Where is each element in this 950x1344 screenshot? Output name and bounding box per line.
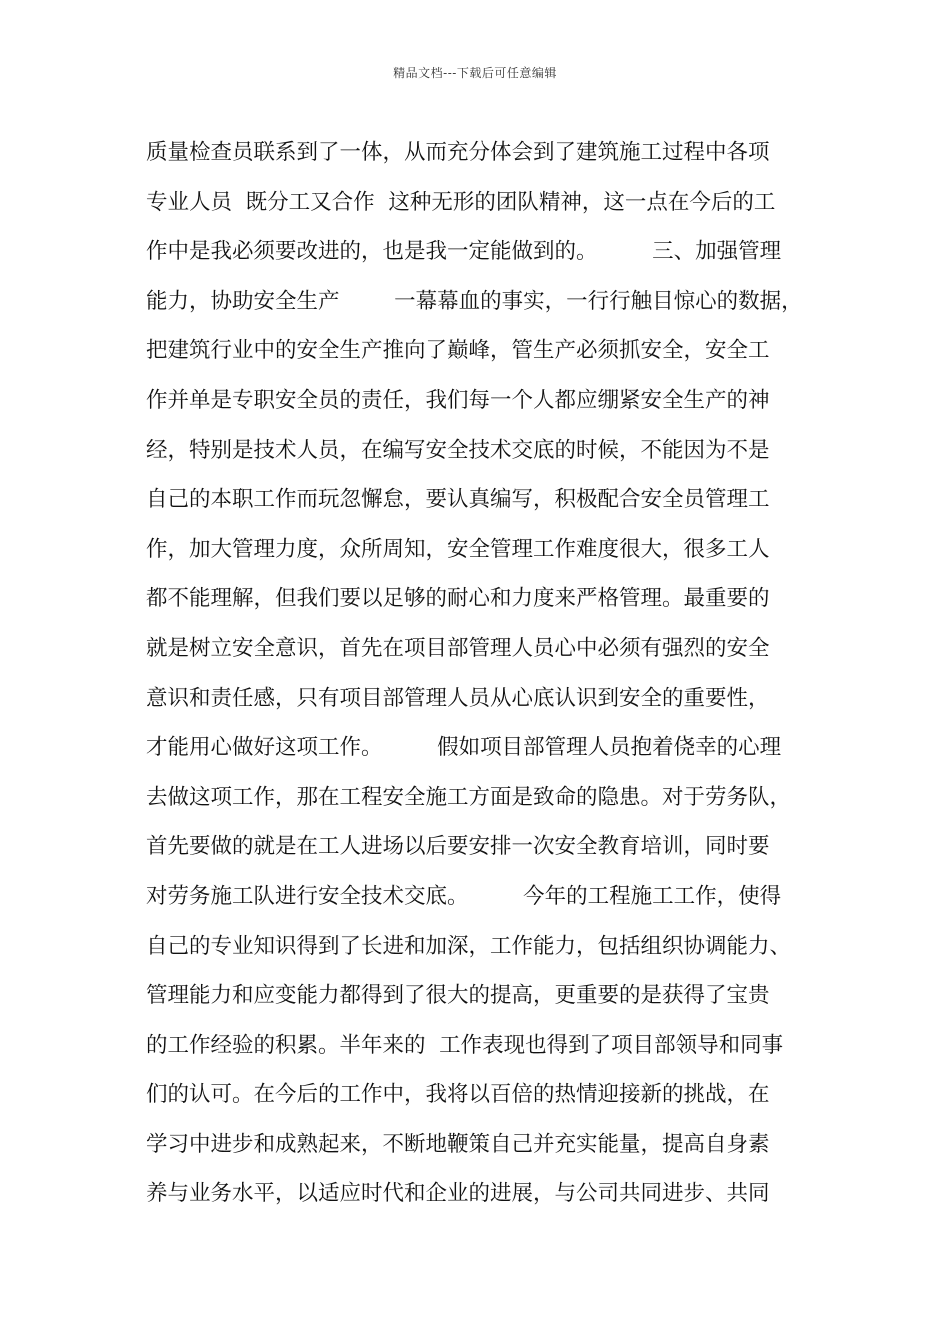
paragraph-line: 养与业务水平，以适应时代和企业的进展，与公司共同进步、共同 (146, 1181, 770, 1207)
paragraph-line: 对劳务施工队进行安全技术交底。 今年的工程施工工作，使得 (146, 883, 782, 909)
paragraph-line: 经，特别是技术人员，在编写安全技术交底的时候，不能因为不是 (146, 437, 770, 463)
paragraph-line: 把建筑行业中的安全生产推向了巅峰，管生产必须抓安全，安全工 (146, 338, 770, 364)
page-header: 精品文档---下载后可任意编辑 (393, 66, 557, 80)
paragraph-line: 自己的专业知识得到了长进和加深，工作能力，包括组织协调能力、 (146, 933, 792, 959)
paragraph-line: 质量检查员联系到了一体，从而充分体会到了建筑施工过程中各项 (146, 140, 770, 165)
paragraph-line: 去做这项工作，那在工程安全施工方面是致命的隐患。对于劳务队， (146, 784, 792, 810)
paragraph-line: 作中是我必须要改进的，也是我一定能做到的。 三、加强管理 (146, 239, 782, 265)
paragraph-line: 作并单是专职安全员的责任，我们每一个人都应绷紧安全生产的神 (146, 387, 770, 413)
paragraph-line: 意识和责任感，只有项目部管理人员从心底认识到安全的重要性， (146, 685, 770, 711)
paragraph-line: 专业人员 既分工又合作 这种无形的团队精神，这一点在今后的工 (146, 189, 776, 215)
paragraph-line: 作，加大管理力度，众所周知，安全管理工作难度很大，很多工人 (146, 536, 770, 562)
document-body (146, 133, 826, 1224)
paragraph-line: 们的认可。在今后的工作中，我将以百倍的热情迎接新的挑战，在 (146, 1082, 770, 1108)
paragraph-line: 的工作经验的积累。半年来的 工作表现也得到了项目部领导和同事 (146, 1032, 784, 1058)
paragraph-line: 首先要做的就是在工人进场以后要安排一次安全教育培训，同时要 (146, 834, 770, 860)
paragraph-line: 自己的本职工作而玩忽懈怠，要认真编写，积极配合安全员管理工 (146, 487, 770, 513)
paragraph-line: 学习中进步和成熟起来，不断地鞭策自己并充实能量，提高自身素 (146, 1131, 770, 1157)
paragraph-line: 都不能理解，但我们要以足够的耐心和力度来严格管理。最重要的 (146, 586, 770, 612)
paragraph-line: 就是树立安全意识，首先在项目部管理人员心中必须有强烈的安全 (146, 635, 770, 661)
paragraph-line: 能力，协助安全生产 一幕幕血的事实，一行行触目惊心的数据， (146, 288, 803, 314)
paragraph-line: 管理能力和应变能力都得到了很大的提高，更重要的是获得了宝贵 (146, 983, 770, 1009)
paragraph-line: 才能用心做好这项工作。 假如项目部管理人员抱着侥幸的心理 (146, 735, 782, 761)
